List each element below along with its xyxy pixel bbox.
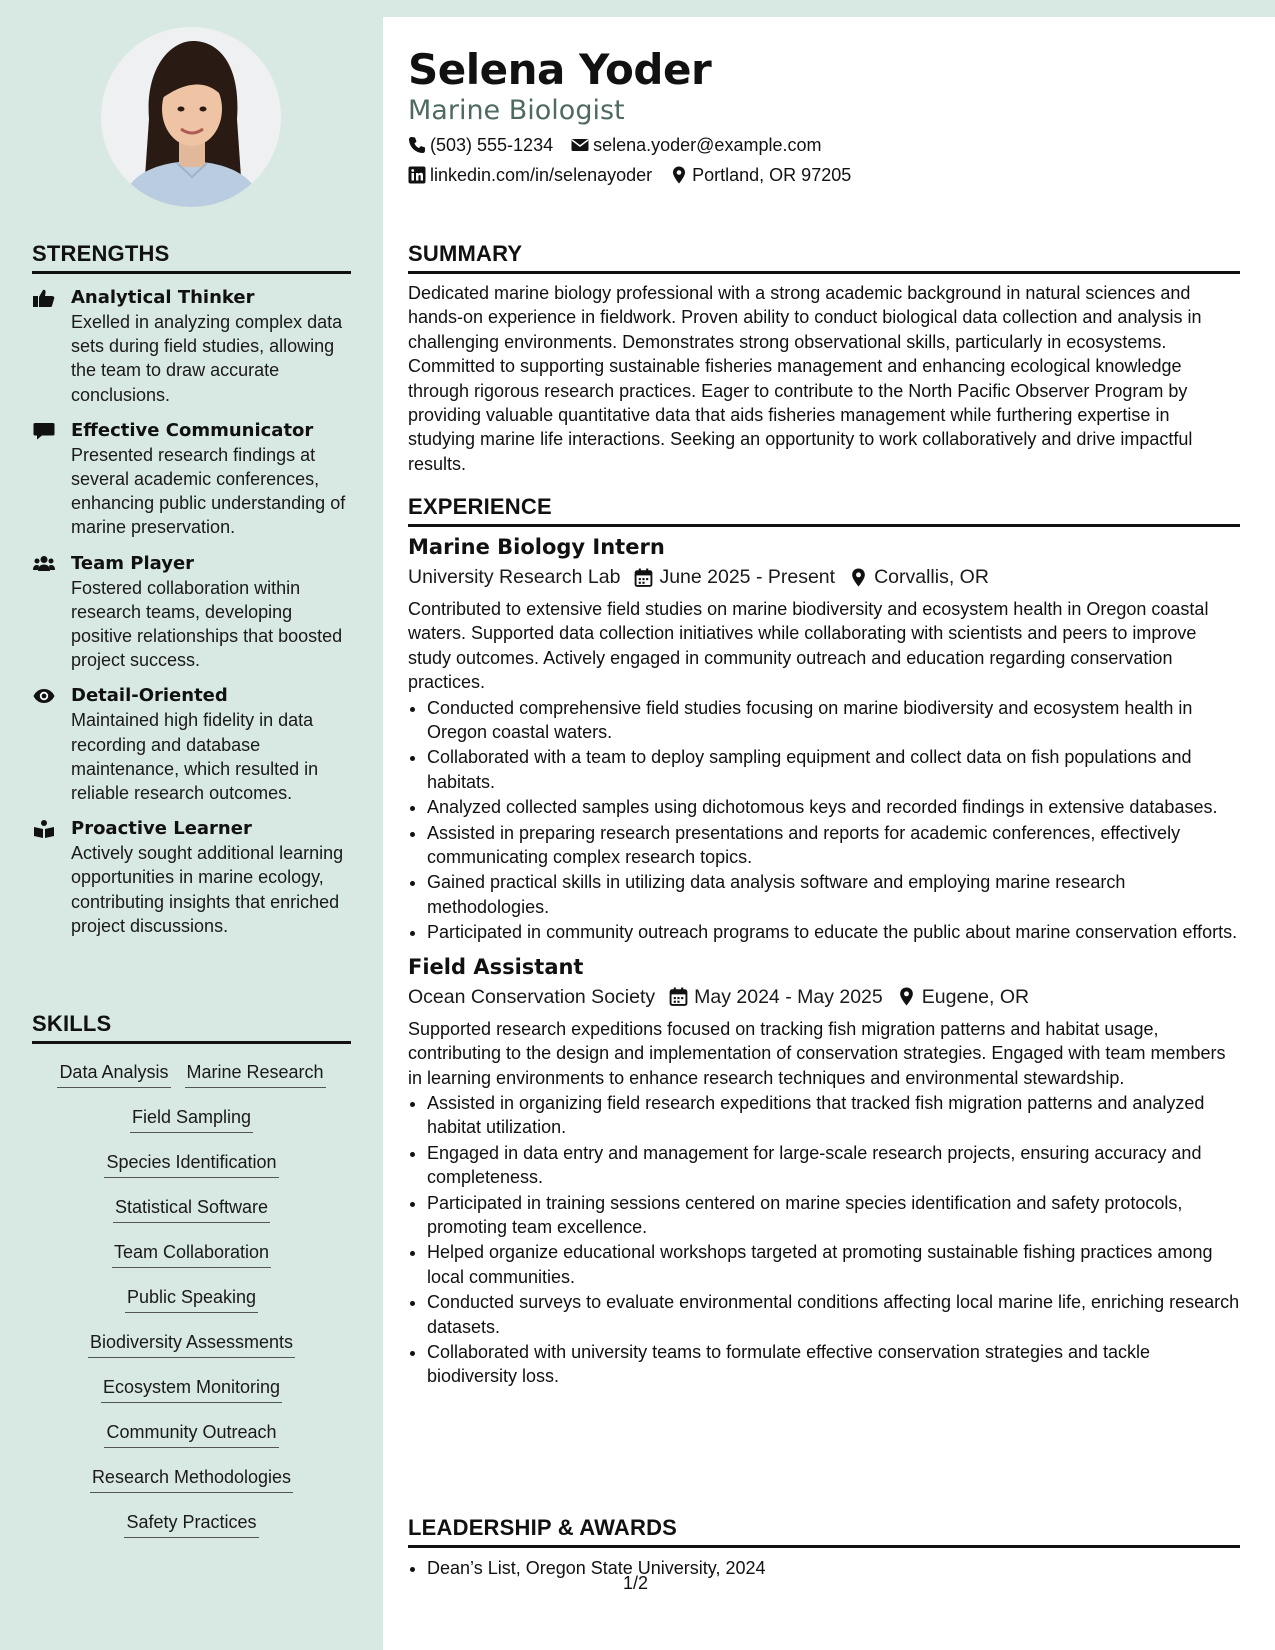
candidate-role: Marine Biologist (408, 95, 625, 126)
strength-item (32, 286, 351, 407)
job-bullets (408, 1091, 1240, 1389)
skill-tag: Ecosystem Monitoring (101, 1375, 282, 1403)
sidebar (0, 0, 383, 1650)
linkedin-contact[interactable] (408, 163, 652, 187)
skill-tag: Field Sampling (130, 1105, 253, 1133)
main-content (383, 17, 1275, 1650)
job-meta (408, 983, 1240, 1011)
map-pin-icon (897, 987, 916, 1006)
location-contact (670, 163, 851, 187)
skills-section (32, 1011, 351, 1555)
strength-desc: Fostered collaboration within research teams, developing positive relationships that boosted project success. (71, 577, 343, 671)
strength-title: Analytical Thinker (71, 287, 255, 308)
leadership-bullet: • Dean’s List, Oregon State University, 2024 (427, 1556, 1240, 1580)
skill-tag: Marine Research (185, 1060, 326, 1088)
job-bullet: • Participated in community outreach programs to educate the public about marine conservation efforts. (427, 920, 1240, 944)
strengths-title: STRENGTHS (32, 241, 351, 274)
summary-title: SUMMARY (408, 241, 1240, 274)
linkedin-icon (408, 166, 426, 184)
strength-title: Detail-Oriented (71, 685, 228, 707)
skill-tag: Species Identification (104, 1150, 278, 1178)
strength-title: Effective Communicator (71, 419, 314, 441)
strength-item (32, 684, 351, 805)
candidate-name: Selena Yoder (408, 45, 712, 94)
page-number: 1/2 (623, 1573, 649, 1593)
job-bullet: • Assisted in organizing field research expeditions that tracked fish migration patterns and analyzed habitat utilization. (427, 1091, 1240, 1140)
skills-title: SKILLS (32, 1011, 351, 1044)
skill-tag: Research Methodologies (90, 1465, 293, 1493)
job-bullet: • Participated in training sessions centered on marine species identification and safety protocols, promoting team excellence. (427, 1191, 1240, 1240)
email-contact[interactable] (571, 133, 821, 157)
strength-desc: Actively sought additional learning opportunities in marine ecology, contributing insights that enriched project discussions. (71, 843, 344, 936)
eye-icon (33, 687, 55, 705)
job-org: Ocean Conservation Society (408, 985, 656, 1008)
job-bullet: • Engaged in data entry and management for large-scale research projects, ensuring accuracy and completeness. (427, 1141, 1240, 1190)
strength-desc: Presented research findings at several academic conferences, enhancing public understanding of marine preservation. (71, 444, 346, 538)
job-bullet: • Conducted surveys to evaluate environmental conditions affecting local marine life, enriching research datasets. (427, 1290, 1240, 1339)
experience-section (408, 494, 1240, 1390)
calendar-icon (634, 568, 653, 587)
job-location: Corvallis, OR (874, 566, 989, 588)
job-meta (408, 563, 1240, 591)
strengths-section (32, 241, 351, 938)
job-bullet: • Gained practical skills in utilizing data analysis software and employing marine research methodologies. (427, 870, 1240, 919)
thumbs-up-icon (33, 289, 55, 307)
job-bullets (408, 696, 1240, 945)
skill-tag: Team Collaboration (112, 1240, 271, 1268)
job-entry (408, 953, 1240, 1389)
job-bullet: • Assisted in preparing research presentations and reports for academic conferences, effectively communicating complex research topics. (427, 821, 1240, 870)
strength-desc: Exelled in analyzing complex data sets during field studies, allowing the team to draw accurate conclusions. (71, 312, 343, 405)
leadership-title: LEADERSHIP & AWARDS (408, 1515, 1240, 1548)
skill-tag: Data Analysis (57, 1060, 170, 1088)
job-summary: Supported research expeditions focused on tracking fish migration patterns and habitat usage, contributing to the design and implementation of conservation strategies. Engaged with team members in learning environments to enhance research techniques and environmental stewardship. (408, 1018, 1226, 1088)
calendar-icon (669, 987, 688, 1006)
strength-item (32, 817, 351, 938)
phone-icon (408, 136, 426, 154)
linkedin-text[interactable]: linkedin.com/in/selenayoder (430, 165, 653, 185)
strength-item (32, 552, 351, 673)
job-location: Eugene, OR (921, 985, 1030, 1008)
skill-list (32, 1060, 351, 1555)
strength-title: Team Player (71, 552, 195, 574)
job-entry (408, 533, 1240, 945)
job-bullet: • Analyzed collected samples using dichotomous keys and recorded findings in extensive databases. (427, 795, 1240, 819)
leadership-section (408, 1515, 1240, 1581)
leadership-bullets (408, 1556, 1240, 1580)
summary-section (408, 241, 1240, 476)
skill-tag: Community Outreach (104, 1420, 278, 1448)
skill-tag: Safety Practices (124, 1510, 258, 1538)
job-title: Marine Biology Intern (408, 535, 665, 559)
skill-tag: Statistical Software (113, 1195, 270, 1223)
job-title: Field Assistant (408, 954, 584, 979)
job-dates: June 2025 - Present (659, 566, 836, 588)
comment-icon (33, 422, 55, 440)
phone-text: (503) 555-1234 (430, 135, 554, 155)
avatar (101, 27, 281, 207)
email-text[interactable]: selena.yoder@example.com (593, 135, 822, 155)
job-bullet: • Collaborated with a team to deploy sampling equipment and collect data on fish populations and habitats. (427, 745, 1240, 794)
users-icon (33, 555, 55, 573)
strength-title: Proactive Learner (71, 818, 252, 840)
contact-row (408, 133, 821, 157)
strength-item (32, 419, 351, 540)
envelope-icon (571, 136, 589, 154)
summary-text: Dedicated marine biology professional with a strong academic background in natural sciences and hands-on experience in fieldwork. Proven ability to conduct biological data collection and analysis in challenging environments. Demonstrates strong observational skills, particularly in ecosystems. Committed to supporting sustainable fisheries management and enhancing ecological knowledge through rigorous research practices. Eager to contribute to the North Pacific Observer Program by providing valuable quantitative data that aids fisheries management while furthering expertise in studying marine life interactions. Seeking an opportunity to work collaboratively and drive impactful results. (408, 283, 1202, 474)
strength-desc: Maintained high fidelity in data recording and database maintenance, which resulted in reliable research outcomes. (71, 710, 319, 804)
job-summary: Contributed to extensive field studies on marine biodiversity and ecosystem health in Oregon coastal waters. Supported data collection initiatives while collaborating with scientists and peers to improve study outcomes. Actively engaged in community outreach and education regarding conservation practices. (408, 599, 1209, 693)
job-bullet: • Helped organize educational workshops targeted at promoting sustainable fishing practices among local communities. (427, 1240, 1240, 1289)
contact-row (408, 163, 851, 187)
book-reader-icon (33, 820, 55, 838)
skill-tag: Public Speaking (125, 1285, 258, 1313)
map-pin-icon (670, 166, 688, 184)
job-dates: May 2024 - May 2025 (694, 985, 883, 1008)
job-bullet: • Conducted comprehensive field studies focusing on marine biodiversity and ecosystem health in Oregon coastal waters. (427, 696, 1240, 745)
location-text: Portland, OR 97205 (692, 165, 852, 185)
phone-contact (408, 133, 553, 157)
job-org: University Research Lab (408, 566, 621, 588)
job-bullet: • Collaborated with university teams to formulate effective conservation strategies and tackle biodiversity loss. (427, 1340, 1240, 1389)
profile-photo (101, 27, 281, 207)
map-pin-icon (849, 568, 868, 587)
experience-title: EXPERIENCE (408, 494, 1240, 527)
skill-tag: Biodiversity Assessments (88, 1330, 295, 1358)
